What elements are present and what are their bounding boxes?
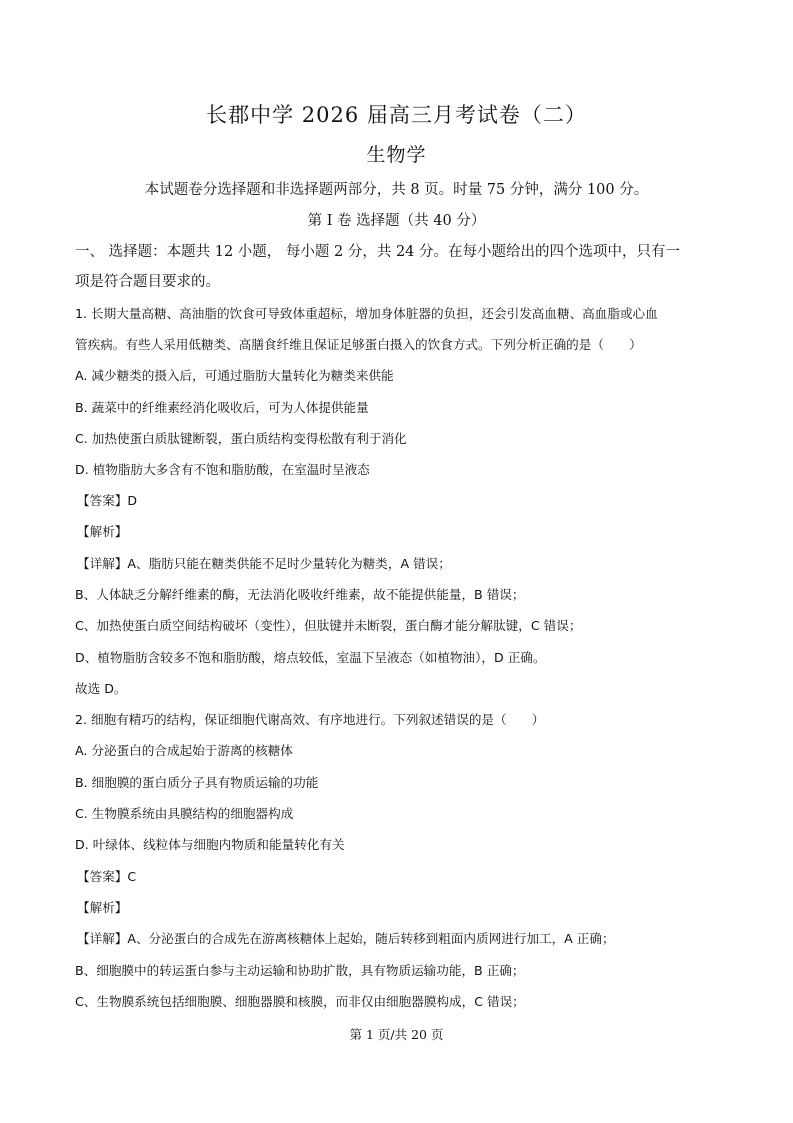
q1-option-d: D. 植物脂肪大多含有不饱和脂肪酸，在室温时呈液态 [75, 462, 370, 477]
q1-stem-line-2: 管疾病。有些人采用低糖类、高膳食纤维且保证足够蛋白摄入的饮食方式。下列分析正确的是（ ） [75, 337, 642, 352]
q1-analysis-label: 【解析】 [77, 524, 128, 539]
q1-option-a: A. 减少糖类的摄入后，可通过脂肪大量转化为糖类来供能 [75, 368, 394, 383]
q2-option-c: C. 生物膜系统由具膜结构的细胞器构成 [75, 806, 294, 821]
q1-explanation-b: B、人体缺乏分解纤维素的酶，无法消化吸收纤维素，故不能提供能量，B 错误； [75, 587, 525, 602]
exam-title: 长郡中学 2026 届高三月考试卷（二） [206, 103, 587, 127]
q2-stem: 2. 细胞有精巧的结构，保证细胞代谢高效、有序地进行。下列叙述错误的是（ ） [75, 712, 545, 727]
section-instruction-line-1: 一、 选择题：本题共 12 小题， 每小题 2 分，共 24 分。在每小题给出的四个选项中，只有一 [75, 244, 680, 260]
q2-answer: 【答案】C [77, 869, 137, 884]
q1-stem-line-1: 1. 长期大量高糖、高油脂的饮食可导致体重超标，增加身体脏器的负担，还会引发高血糖、高血脂或心血 [75, 306, 658, 321]
q2-option-a: A. 分泌蛋白的合成起始于游离的核糖体 [75, 743, 293, 758]
exam-note: 本试题卷分选择题和非选择题两部分，共 8 页。时量 75 分钟，满分 100 分。 [144, 182, 649, 198]
q1-detail: 【详解】A、脂肪只能在糖类供能不足时少量转化为糖类，A 错误； [77, 556, 451, 571]
subject-title: 生物学 [366, 144, 427, 166]
q2-option-b: B. 细胞膜的蛋白质分子具有物质运输的功能 [75, 775, 319, 790]
part-heading: 第 I 卷 选择题（共 40 分） [307, 213, 486, 229]
q2-detail: 【详解】A、分泌蛋白的合成先在游离核糖体上起始，随后转移到粗面内质网进行加工，A 正确； [77, 931, 615, 946]
q1-explanation-c: C、加热使蛋白质空间结构破坏（变性），但肽键并未断裂，蛋白酶才能分解肽键，C 错误； [75, 618, 582, 633]
q1-option-b: B. 蔬菜中的纤维素经消化吸收后，可为人体提供能量 [75, 400, 369, 415]
q1-explanation-d: D、植物脂肪含较多不饱和脂肪酸，熔点较低，室温下呈液态（如植物油），D 正确。 [75, 650, 546, 665]
q2-option-d: D. 叶绿体、线粒体与细胞内物质和能量转化有关 [75, 837, 345, 852]
page-number: 第 1 页/共 20 页 [349, 1027, 444, 1042]
q1-answer: 【答案】D [77, 493, 138, 508]
q2-explanation-c: C、生物膜系统包括细胞膜、细胞器膜和核膜，而非仅由细胞器膜构成，C 错误； [75, 994, 525, 1009]
section-instruction-line-2: 项是符合题目要求的。 [75, 274, 220, 290]
q2-analysis-label: 【解析】 [77, 900, 128, 915]
q1-conclusion: 故选 D。 [75, 681, 127, 696]
q1-option-c: C. 加热使蛋白质肽键断裂，蛋白质结构变得松散有利于消化 [75, 431, 407, 446]
q2-explanation-b: B、细胞膜中的转运蛋白参与主动运输和协助扩散，具有物质运输功能，B 正确； [75, 963, 525, 978]
